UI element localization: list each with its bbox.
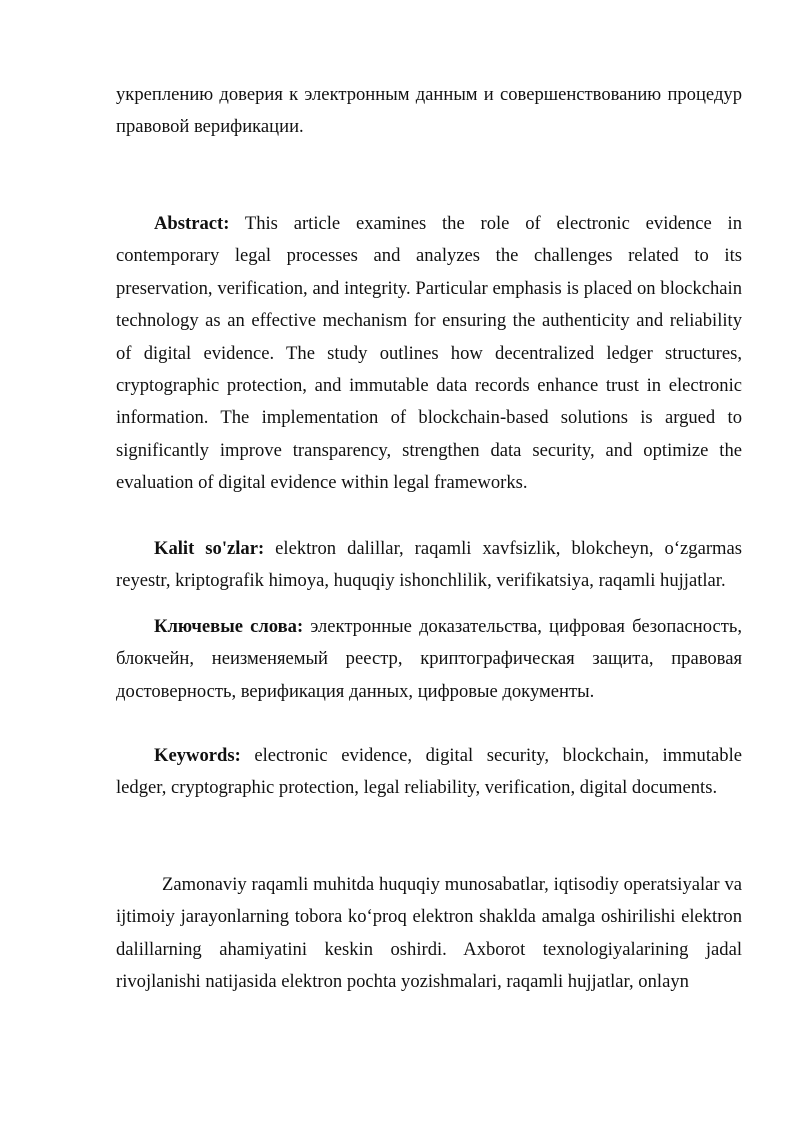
kalit-sozlar-paragraph — [116, 533, 742, 598]
continuation-paragraph — [116, 79, 742, 144]
continuation-text: укреплению доверия к электронным данным и совершенствованию процедур правовой верификации. — [116, 84, 742, 138]
klyuchevye-slova-text: электронные доказательства, цифровая безопасность, блокчейн, неизменяемый реестр, криптографическая защита, правовая достоверность, верификация данных, цифровые документы. — [116, 616, 743, 702]
klyuchevye-slova-label: Ключевые слова: — [154, 616, 304, 637]
keywords-text: electronic evidence, digital security, blockchain, immutable ledger, cryptographic protection, legal reliability, verification, digital documents. — [116, 745, 742, 799]
kalit-sozlar-label: Kalit so'zlar: — [154, 538, 265, 559]
body-paragraph — [116, 869, 742, 999]
abstract-paragraph — [116, 208, 742, 500]
abstract-text: This article examines the role of electronic evidence in contemporary legal processes and analyzes the challenges related to its preservation, verification, and integrity. Particular emphasis is placed on blockchain technology as an effective mechanism for ensuring the authenticity and reliability of digital evidence. The study outlines how decentralized ledger structures, cryptographic protection, and immutable data records enhance trust in electronic information. The implementation of blockchain-based solutions is argued to significantly improve transparency, strengthen data security, and optimize the evaluation of digital evidence within legal frameworks. — [116, 213, 742, 494]
kalit-sozlar-text: elektron dalillar, raqamli xavfsizlik, blokcheyn, o‘zgarmas reyestr, kriptografik himoya, huquqiy ishonchlilik, verifikatsiya, raqamli hujjatlar. — [116, 538, 742, 592]
keywords-label: Keywords: — [154, 745, 241, 766]
abstract-label: Abstract: — [154, 213, 230, 234]
keywords-paragraph — [116, 740, 742, 805]
klyuchevye-slova-paragraph — [116, 611, 742, 708]
body-text: Zamonaviy raqamli muhitda huquqiy munosabatlar, iqtisodiy operatsiyalar va ijtimoiy jarayonlarning tobora ko‘proq elektron shaklda amalga oshirilishi elektron dalillarning ahamiyatini keskin oshirdi. Axborot texnologiyalarining jadal rivojlanishi natijasida elektron pochta yozishmalari, raqamli hujjatlar, onlayn — [116, 874, 742, 993]
